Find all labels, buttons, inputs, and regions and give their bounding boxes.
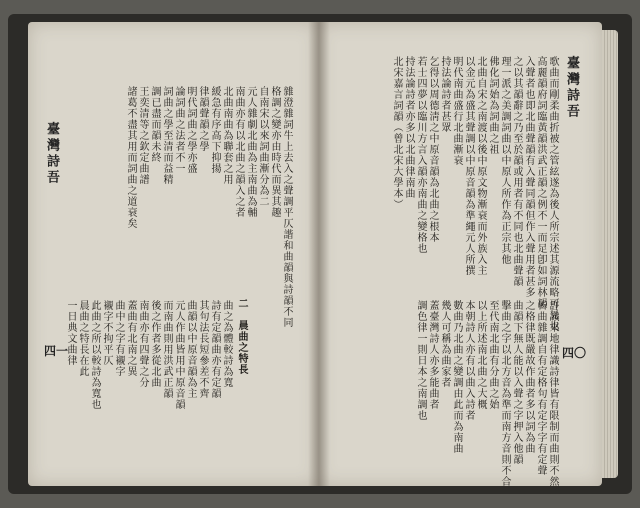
text-column: 其句法長短參差不齊	[197, 300, 208, 399]
text-column: 而南曲則用洪武正韻	[161, 300, 172, 399]
text-column: 曲韻下無人能以入聲之字押入他韻	[511, 300, 522, 465]
text-column: 詞曲之學至清而益精	[161, 86, 172, 185]
left-upper-text-block	[68, 86, 292, 328]
left-page-number: 四一	[44, 344, 69, 358]
text-column: 高麗韻府詞臨黃韻洪武正韻之例不一而足卽如詞林韻	[535, 56, 546, 309]
text-column: 若士四夢以臨川方言入韻亦南曲之變格也	[415, 56, 426, 254]
text-column: 北宋嘉言詞韻（曾北宋大學本）	[391, 56, 402, 210]
text-column: 蓋臺灣詩人亦多能曲者	[427, 300, 438, 410]
text-column: 至代南北曲有分曲之始	[487, 300, 498, 410]
text-column: 之格律既嚴故作曲者多以詞為曲	[523, 300, 534, 454]
text-column: 晨曲之特長在此	[77, 300, 88, 377]
right-upper-text-block	[336, 56, 558, 331]
text-column: 元人作曲皆用中原音韻	[173, 300, 184, 410]
text-column: 自南宋以來詞曲漸分為二	[257, 86, 268, 207]
text-column: 曲中之字有襯字	[113, 300, 124, 377]
text-column: 持法論詩者甚眾	[439, 56, 450, 133]
text-column: 後之作者多從北曲	[149, 300, 160, 388]
right-lower-text-block	[386, 300, 558, 487]
right-page-number: 四〇	[562, 346, 587, 360]
text-column: 律韻聲韻之學	[197, 86, 208, 152]
text-column: 理一派之美調詞曲以中原人所作為正宗其他	[499, 56, 510, 265]
book-gutter	[308, 22, 330, 486]
text-column: 之以其韻辭之乃至於韻或用者有不同也北曲聲韻	[511, 56, 522, 287]
text-column: 一日典文曲律	[65, 300, 76, 366]
text-column: 此曲之所以較詩為寬也	[89, 300, 100, 410]
text-column: 北曲南曲為聯套之用	[221, 86, 232, 185]
text-column: 佛化詞始為詞曲之祖	[487, 56, 498, 155]
text-column: 以金元為盛其聲調以中原音韻為準繩元人所撰	[463, 56, 474, 276]
text-column: 南曲亦有以北曲之韻入之者	[233, 86, 244, 218]
text-column: 明代南曲盛行北曲漸衰	[451, 56, 462, 166]
text-column: 論詞曲之法者不一	[173, 86, 184, 174]
text-column: 王奕清等之欽定曲譜	[137, 86, 148, 185]
text-column: 曲韻以中原音韻為主	[185, 300, 196, 399]
text-column: 調已盡而韻未終	[149, 86, 160, 163]
text-column: 諸葛不盡其用而詞曲之道衰矣	[125, 86, 136, 229]
text-column: 皆曲雜調自有定格句有定字字有定聲	[535, 300, 546, 476]
text-column: 南曲亦有四聲之分	[137, 300, 148, 388]
text-column: 詩有定韻曲亦有定韻	[209, 300, 220, 399]
text-column: 乞得以周德淸之中原音韻為北曲之根本	[427, 56, 438, 243]
left-running-title: 臺灣詩吾	[44, 122, 59, 186]
text-column: 歌曲而剛柔曲折被之管絃遂為後人所宗述其源流略可見也	[547, 56, 558, 331]
text-column: 本朝詩人亦有以曲入詩者	[463, 300, 474, 421]
text-column: 調色律一則日本之南調也	[415, 300, 426, 421]
section-heading: 二 晨曲之特長	[236, 298, 247, 375]
text-column: 數曲乃北曲之變調由此而為南曲	[451, 300, 462, 454]
text-column: 元人雜劇北曲為主南曲為輔	[245, 86, 256, 218]
text-column: 許識來地律識詩律皆有限制而曲則不然	[547, 300, 558, 487]
text-column: 入聲者也即北曲聲韻有入聲同韻但作入聲用者甚多	[523, 56, 534, 298]
text-column: 以上所述南北曲之大概	[475, 300, 486, 410]
text-column: 擊曲之字以北方音為準而南方音則不合	[499, 300, 510, 487]
text-column: 持法論詩者亦多以北曲律南曲	[403, 56, 414, 199]
page-edges	[602, 30, 618, 478]
left-lower-text-block	[65, 300, 232, 478]
text-column: 明代詞曲之學亦盛	[185, 86, 196, 174]
text-column: 幾人可稱為曲家者	[439, 300, 450, 388]
text-column: 北曲自宋之南渡以後中原文物漸衰而外族入主	[475, 56, 486, 276]
text-column: 緩急有序高下抑揚	[209, 86, 220, 174]
text-column: 雜澄雜詞牛上去入之聲調平仄諧和曲韻與詩韻不同	[281, 86, 292, 328]
right-running-title: 臺灣詩吾	[564, 56, 579, 120]
text-column: 襯字不拘平仄	[101, 300, 112, 366]
text-column: 格調之變亦由時代而異其趣	[269, 86, 280, 218]
text-column: 曲之為體較詩為寬	[221, 300, 232, 388]
text-column: 蓋曲有北南之異	[125, 300, 136, 377]
